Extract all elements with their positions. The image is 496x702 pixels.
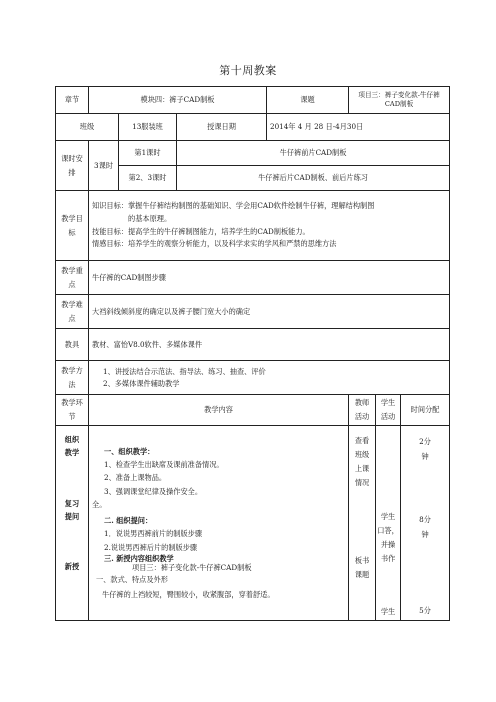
student-activity-line: 学生 xyxy=(380,607,396,616)
schedule-content-1: 牛仔裤前片CAD制板 xyxy=(177,141,450,166)
schedule-label: 课时安排 xyxy=(56,141,89,191)
schedule-period-1: 第1课时 xyxy=(119,141,177,166)
tools-label: 教具 xyxy=(56,329,89,361)
difficulties-label: 教学难点 xyxy=(56,295,89,329)
topic-label: 课题 xyxy=(267,87,349,114)
section-heading: 一、款式、特点及外形 xyxy=(96,574,168,584)
key-points-text: 牛仔裤的CAD制图步骤 xyxy=(89,261,450,295)
tools-text: 教材、富怡V8.0软件、多媒体课件 xyxy=(89,329,450,361)
time-column xyxy=(401,426,450,621)
topic-value: 项目三：裤子变化款-牛仔裤CAD制板 xyxy=(349,87,450,114)
section-text: 牛仔裤的上裆较短，臀围较小，收紧腹部，穿着舒适。 xyxy=(102,590,275,600)
time-value: 钟 xyxy=(421,530,429,540)
teacher-activity-line: 课题 xyxy=(354,570,370,580)
teacher-activity-line: 情况 xyxy=(354,478,370,488)
review-title: 二. 组织提问： xyxy=(104,516,153,526)
new-subtitle: 项目三：裤子变化款-牛仔裤CAD制板 xyxy=(132,563,252,573)
time-header: 时间分配 xyxy=(401,395,450,426)
content-header: 教学内容 xyxy=(89,395,349,426)
method-line: 1、讲授法结合示范法、指导法、练习、抽查、评价 xyxy=(103,366,266,376)
teacher-activity-line: 班级 xyxy=(354,450,370,460)
org-item: 3、强调课堂纪律及操作安全。 xyxy=(104,486,203,496)
review-item: 2.说说男西裤后片的制版步骤 xyxy=(104,542,198,552)
objective-line: 的基本原理。 xyxy=(128,213,172,223)
date-value: 2014年 4 月 28 日-4月30日 xyxy=(267,114,450,141)
student-activity-line: 书作 xyxy=(380,554,396,564)
schedule-total: 3课时 xyxy=(89,141,119,191)
objective-line: 情感目标：培养学生的观察分析能力，以及科学求实的学风和严禁的思维方法 xyxy=(92,239,337,249)
org-item: 1、检查学生出缺席及课前准备情况。 xyxy=(104,459,224,469)
schedule-content-2: 牛仔裤后片CAD制板、前后片练习 xyxy=(177,166,450,191)
student-activity-column xyxy=(376,426,401,621)
stage-review: 复习提问 xyxy=(64,499,80,521)
method-line: 2、多媒体课件辅助教学 xyxy=(103,378,180,388)
review-item: 1．说说男西裤前片的制版步骤 xyxy=(104,529,203,539)
stage-new: 新授 xyxy=(64,562,80,571)
student-activity-line: 学生 xyxy=(380,512,396,521)
date-label: 授课日期 xyxy=(177,114,267,141)
stage-organize: 组织教学 xyxy=(64,435,80,457)
student-activity-line: 并操 xyxy=(380,540,396,550)
student-activity-line: 口答， xyxy=(377,526,399,536)
objectives-label: 教学目标 xyxy=(56,191,89,261)
teacher-header: 教师活动 xyxy=(349,395,376,426)
lesson-plan-table xyxy=(55,86,450,621)
objective-line: 技能目标：提高学生的牛仔裤制图能力，培养学生的CAD制板能力。 xyxy=(92,226,310,236)
stage-column xyxy=(56,426,89,621)
student-header: 学生活动 xyxy=(376,395,401,426)
key-points-label: 教学重点 xyxy=(56,261,89,295)
teacher-activity-line: 查看 xyxy=(354,436,370,445)
stage-header: 教学环节 xyxy=(56,395,89,426)
methods-label: 教学方法 xyxy=(56,361,89,395)
class-label: 班级 xyxy=(56,114,119,141)
content-column xyxy=(89,426,349,621)
org-item: 2、准备上课物品。 xyxy=(104,473,167,483)
chapter-value: 模块四：裤子CAD制板 xyxy=(89,87,267,114)
org-title: 一、组织教学： xyxy=(104,446,155,456)
org-tail: 全。 xyxy=(92,499,107,509)
new-title: 三. 新授内容组织教学 xyxy=(104,554,174,564)
schedule-period-2: 第2、3课时 xyxy=(119,166,177,191)
chapter-label: 章节 xyxy=(56,87,89,114)
time-value: 2分 xyxy=(419,437,431,446)
methods-text xyxy=(89,361,450,395)
difficulties-text: 大裆斜线倾斜度的确定以及裤子腰门宽大小的确定 xyxy=(89,295,450,329)
objectives-text xyxy=(89,191,450,261)
teacher-activity-line: 上课 xyxy=(354,464,370,474)
teacher-activity-line: 板书 xyxy=(354,556,370,565)
teacher-activity-column xyxy=(349,426,376,621)
time-value: 钟 xyxy=(421,452,429,462)
time-value: 5分 xyxy=(419,606,431,615)
class-value: 13服装班 xyxy=(119,114,177,141)
objective-line: 知识目标：掌握牛仔裤结构制图的基础知识、学会用CAD软件绘制牛仔裤，理解结构制图 xyxy=(92,201,375,211)
time-value: 8分 xyxy=(419,515,431,524)
page-title: 第十周教案 xyxy=(219,64,277,77)
